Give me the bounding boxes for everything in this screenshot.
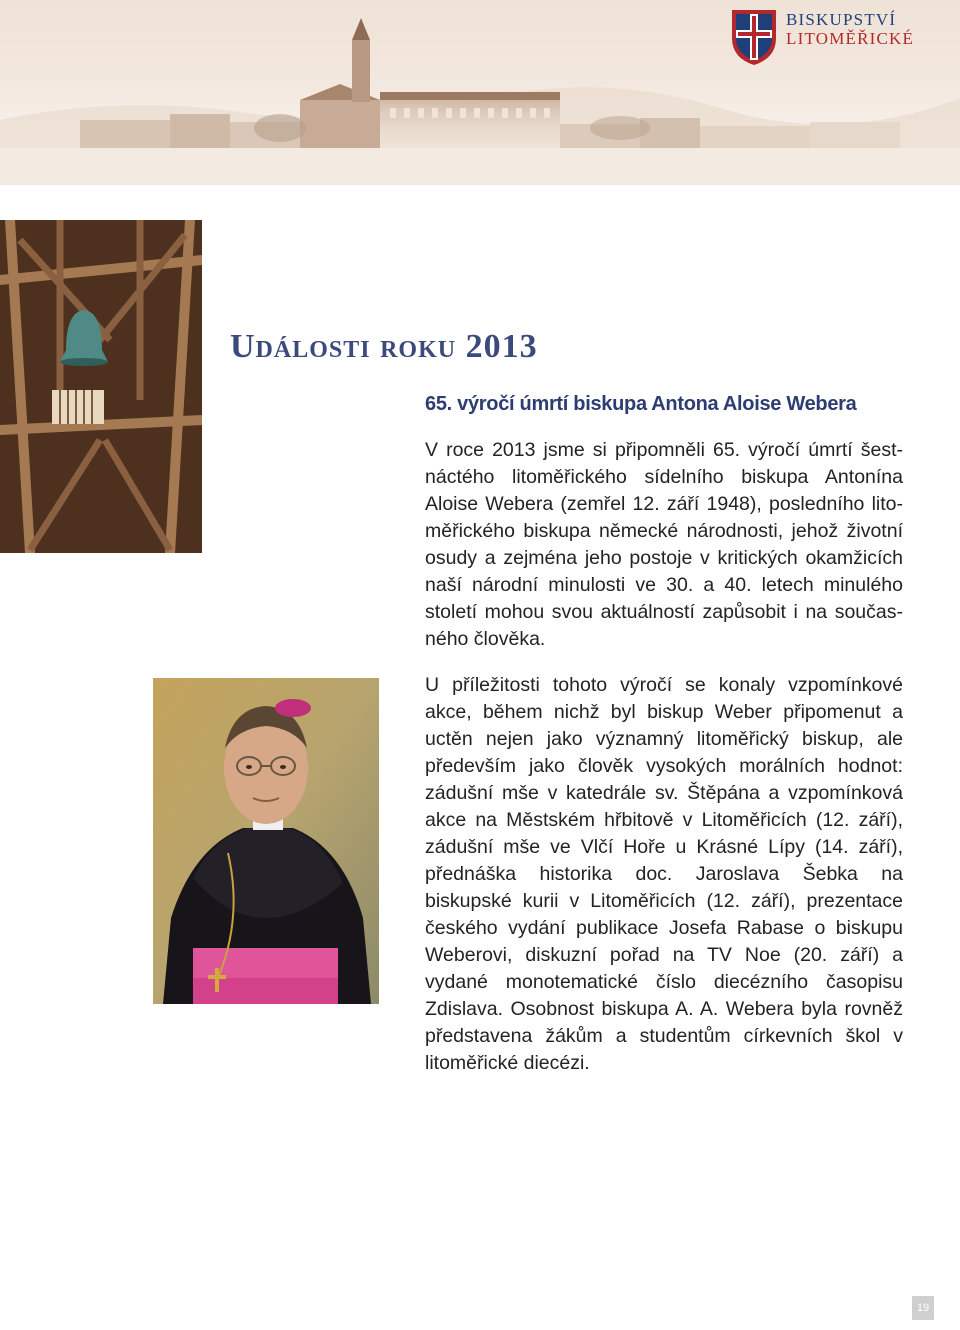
bishop-portrait bbox=[153, 678, 379, 1004]
page-title: Události roku 2013 bbox=[230, 328, 538, 365]
article-paragraph-2: U příležitosti tohoto výročí se konaly vzpomínkové akce, během nichž byl biskup Weber připomenut a uctěn nejen jako významný litoměřický biskup, ale především jako člověk vysokých morálních hodnot: zádušní mše v katedrále sv. Štěpána a vzpomínková akce na Městském hřbitově v Litoměřicích (12. září), zádušní mše ve Vlčí Hoře u Krásné Lípy (14. září), přednáška historika doc. Jaroslava Šebka na biskupské kurii v Litoměřicích (12. září), prezentace českého vydání publikace Josefa Rabase o biskupu Weberovi, diskuzní pořad na TV Noe (20. září) a vydané monotematické číslo diecézního časopisu Zdislava. Osobnost biskupa A. A. Webera byla rovněž představena žákům a studentům církevních škol v litoměřické diecézi. bbox=[425, 674, 903, 1074]
bell-tower-image bbox=[0, 220, 202, 553]
logo-wordmark bbox=[786, 10, 914, 48]
article-paragraph-1: V roce 2013 jsme si připomněli 65. výročí úmrtí šestnáctého litoměřického sídelního biskupa Antonína Aloise Webera (zemřel 12. září 1948), posledního litoměřického biskupa německé národnosti, jehož životní osudy a zejména jeho postoje v kritických okamžicích naší národní minulosti ve 30. a 40. letech minulého století mohou svou aktuálností zapůsobit i na současného člověka. bbox=[425, 439, 903, 650]
bishop-portrait-image bbox=[153, 678, 379, 1004]
diocese-logo[interactable] bbox=[730, 8, 940, 70]
bell-tower-photo bbox=[0, 220, 202, 553]
section-heading: 65. výročí úmrtí biskupa Antona Aloise Webera bbox=[425, 393, 857, 415]
logo-line-2: LITOMĚŘICKÉ bbox=[786, 29, 915, 48]
page-number: 19 bbox=[912, 1296, 934, 1320]
shield-icon bbox=[730, 8, 778, 66]
logo-line-1: BISKUPSTVÍ bbox=[786, 10, 897, 29]
header-banner bbox=[0, 0, 960, 185]
